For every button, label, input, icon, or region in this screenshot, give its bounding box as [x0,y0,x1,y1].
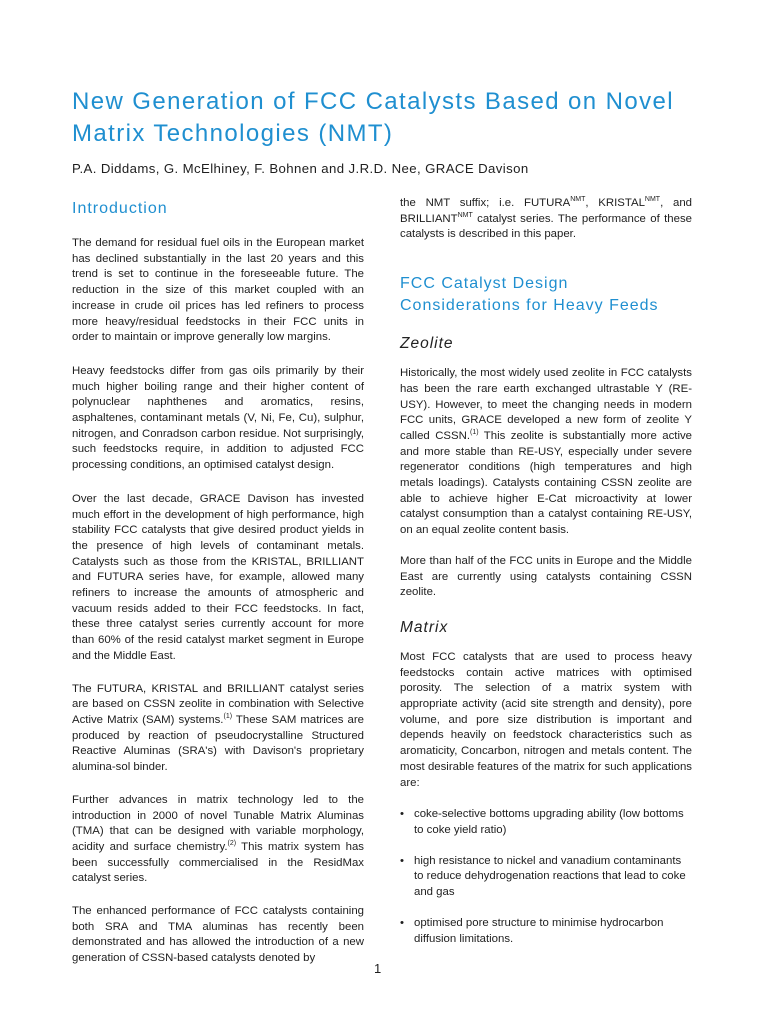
subsection-heading-matrix: Matrix [400,618,449,636]
page-number: 1 [374,961,382,976]
citation-ref: (2) [227,840,237,848]
text-run: This matrix system has been successfully commercialised in the ResidMax catalyst series. [72,840,364,885]
left-column [72,200,364,967]
paragraph: Over the last decade, GRACE Davison has invested much effort in the development of high performance, high stability FCC catalysts that give desired product yields in the presence of high levels of contaminant metals. Catalysts such as those from the KRISTAL, BRILLIANT and FUTURA series have, for example, allowed many refiners to increase the amounts of atmospheric and vacuum resids added to their FCC feedstocks. In fact, these three catalyst series currently account for more than 60% of the resid catalyst market segment in Europe and the Middle East. [72,492,364,662]
paragraph: Most FCC catalysts that are used to process heavy feedstocks contain active matrices with optimised porosity. The selection of a matrix system with appropriate activity (acid site strength and density), pore volume, and pore size distribution is important and depends heavily on feedstock characteristics such as aromaticity, Concarbon, nitrogen and metals content. The most desirable features of the matrix for such applications are: [400,650,692,789]
paragraph: More than half of the FCC units in Europe and the Middle East are currently using catalysts containing CSSN zeolite. [400,554,692,599]
right-column [400,196,692,947]
text-run: Further advances in matrix technology led to the introduction in 2000 of novel Tunable Matrix Aluminas (TMA) that can be designed with variable morphology, acidity and surface chemistry. [72,793,364,853]
paragraph: The enhanced performance of FCC catalysts containing both SRA and TMA aluminas has recently been demonstrated and has allowed the introduction of a new generation of CSSN-based catalysts denoted by [72,905,364,965]
text-run: , KRISTAL [585,197,645,209]
trademark-suffix: NMT [570,196,586,204]
list-item: • optimised pore structure to minimise hydrocarbon diffusion limitations. [400,916,692,947]
paragraph: Heavy feedstocks differ from gas oils primarily by their much higher boiling range and their higher content of polynuclear naphthenes and aromatics, resins, asphaltenes, contaminant metals (V, Ni, Fe, Cu), sulphur, nitrogen, and Conradson carbon residue. Not surprisingly, such feedstocks require, in addition to adjusted FCC processing conditions, an optimised catalyst design. [72,364,364,472]
citation-ref: (1) [223,713,233,721]
section-heading-design: FCC Catalyst Design Considerations for Heavy Feeds [400,275,659,315]
paragraph [400,366,692,539]
list-item: • coke-selective bottoms upgrading ability (low bottoms to coke yield ratio) [400,807,692,838]
paragraph: The demand for residual fuel oils in the European market has declined substantially in the last 20 years and this trend is set to continue in the foreseeable future. The reduction in the size of this market coupled with an increase in crude oil prices has led refiners to process more heavy/residual feedstocks in their FCC units in order to maintain or improve generally low margins. [72,237,364,344]
bullet-list [400,807,692,947]
text-run: Historically, the most widely used zeolite in FCC catalysts has been the rare earth exchanged ultrastable Y (RE-USY). However, to meet the changing needs in modern FCC units, GRACE developed a new form of zeolite Y called CSSN. [400,367,692,442]
text-run: the NMT suffix; i.e. FUTURA [400,197,571,209]
list-item: • high resistance to nickel and vanadium contaminants to reduce dehydrogenation reactions that lead to coke and gas [400,854,692,901]
trademark-suffix: NMT [457,211,473,219]
subsection-heading-zeolite: Zeolite [400,335,454,353]
paragraph [72,793,364,887]
paragraph [400,196,692,243]
citation-ref: (1) [470,429,479,437]
author-line: P.A. Diddams, G. McElhiney, F. Bohnen and J.R.D. Nee, GRACE Davison [72,161,529,176]
text-run: , and BRILLIANT [400,197,693,225]
text-run: This zeolite is substantially more active and more stable than RE-USY, especially under severe regenerator conditions (high temperatures and high metals loadings). Catalysts containing CSSN zeolite are able to achieve higher E-Cat microactivity at lower catalyst consumption than a catalyst containing RE-USY, on an equal zeolite content basis. [400,429,693,537]
trademark-suffix: NMT [644,196,661,204]
text-run: The FUTURA, KRISTAL and BRILLIANT catalyst series are based on CSSN zeolite in combination with Selective Active Matrix (SAM) systems. [72,682,364,726]
paragraph [72,682,364,776]
section-heading-introduction: Introduction [72,200,168,217]
paper-title: New Generation of FCC Catalysts Based on Novel Matrix Technologies (NMT) [72,88,674,147]
text-run: catalyst series. The performance of these catalysts is described in this paper. [400,212,692,241]
text-run: These SAM matrices are produced by reaction of pseudocrystalline Structured Reactive Aluminas (SRA's) with Davison's proprietary alumina-sol binder. [72,713,365,774]
